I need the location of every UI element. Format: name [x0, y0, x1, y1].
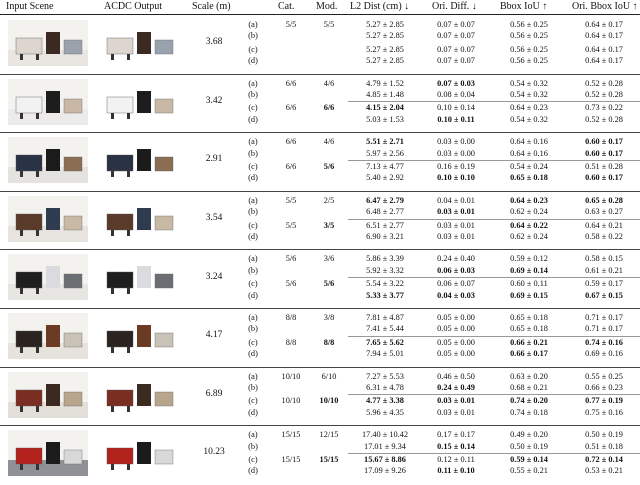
model-count: 12/15: [319, 430, 339, 440]
subgroup-divider: [348, 101, 640, 102]
table-row: [238, 337, 640, 348]
ori-diff-value: 0.17 ± 0.17: [437, 430, 475, 440]
ori-bbox-iou-value: 0.53 ± 0.21: [585, 466, 623, 476]
acdc-output-render: [99, 20, 179, 66]
row-label: (d): [248, 466, 258, 476]
bbox-iou-value: 0.54 ± 0.24: [510, 161, 548, 171]
category-count: 6/6: [285, 137, 297, 147]
table-row: [238, 441, 640, 452]
bbox-iou-value: 0.64 ± 0.23: [510, 103, 548, 113]
ori-bbox-iou-value: 0.65 ± 0.28: [585, 195, 623, 205]
category-count: 8/8: [285, 313, 297, 322]
ori-diff-value: 0.04 ± 0.01: [437, 195, 475, 205]
l2-dist-value: 5.97 ± 2.56: [366, 148, 404, 158]
header-input-scene: Input Scene: [6, 1, 54, 12]
table-row: [238, 89, 640, 100]
ori-diff-value: 0.24 ± 0.40: [437, 254, 475, 264]
l2-dist-value: 5.40 ± 2.92: [366, 173, 404, 183]
table-row-group: [0, 367, 640, 426]
category-count: 5/5: [285, 20, 297, 29]
table-row: [238, 323, 640, 334]
subgroup-divider: [348, 336, 640, 337]
row-label: (d): [248, 231, 258, 241]
category-count: 15/15: [281, 430, 301, 440]
l2-dist-value: 5.33 ± 3.77: [366, 290, 404, 300]
bbox-iou-value: 0.65 ± 0.18: [510, 313, 548, 322]
table-row: [238, 382, 640, 393]
ori-diff-value: 0.03 ± 0.01: [437, 207, 475, 217]
table-row-group: [0, 132, 640, 191]
ori-diff-value: 0.08 ± 0.04: [437, 89, 475, 99]
ori-diff-value: 0.03 ± 0.01: [437, 396, 475, 406]
row-label: (c): [248, 337, 258, 347]
ori-bbox-iou-value: 0.58 ± 0.22: [585, 231, 623, 241]
category-count: 6/6: [285, 103, 297, 113]
table-row: [238, 290, 640, 301]
row-label: (b): [248, 207, 258, 217]
l2-dist-value: 6.31 ± 4.78: [366, 382, 404, 392]
l2-dist-value: 17.40 ± 10.42: [361, 430, 409, 440]
bbox-iou-value: 0.66 ± 0.17: [510, 349, 548, 359]
ori-diff-value: 0.05 ± 0.00: [437, 337, 475, 347]
category-count: 5/5: [285, 220, 297, 230]
row-label: (b): [248, 441, 258, 451]
bbox-iou-value: 0.74 ± 0.18: [510, 407, 548, 417]
ori-bbox-iou-value: 0.52 ± 0.28: [585, 114, 623, 124]
input-scene-image: [8, 196, 88, 242]
table-row: [238, 55, 640, 66]
l2-dist-value: 4.77 ± 3.38: [366, 396, 404, 406]
l2-dist-value: 5.03 ± 1.53: [366, 114, 404, 124]
acdc-output-image: [99, 196, 179, 242]
group-divider: [0, 132, 640, 133]
input-scene-render: [8, 430, 88, 476]
table-row: [238, 348, 640, 359]
ori-diff-value: 0.24 ± 0.49: [437, 382, 475, 392]
bbox-iou-value: 0.55 ± 0.21: [510, 466, 548, 476]
ori-bbox-iou-value: 0.51 ± 0.18: [585, 441, 623, 451]
table-row-group: [0, 249, 640, 308]
bbox-iou-value: 0.69 ± 0.14: [510, 265, 548, 275]
ori-diff-value: 0.07 ± 0.07: [437, 44, 475, 54]
input-scene-render: [8, 196, 88, 242]
scale-value: 6.89: [205, 388, 223, 399]
table-row: [238, 102, 640, 113]
ori-bbox-iou-value: 0.69 ± 0.16: [585, 349, 623, 359]
bbox-iou-value: 0.56 ± 0.25: [510, 56, 548, 66]
row-label: (c): [248, 279, 258, 289]
acdc-output-render: [99, 196, 179, 242]
subgroup-divider: [348, 453, 640, 454]
ori-bbox-iou-value: 0.59 ± 0.17: [585, 279, 623, 289]
scale-value: 3.42: [205, 95, 223, 106]
ori-bbox-iou-value: 0.67 ± 0.15: [585, 290, 623, 300]
subgroup-divider: [348, 277, 640, 278]
row-label: (a): [248, 254, 258, 264]
row-label: (a): [248, 78, 258, 88]
header-l2: L2 Dist (cm) ↓: [350, 1, 410, 12]
model-count: 5/5: [323, 20, 335, 29]
ori-bbox-iou-value: 0.51 ± 0.28: [585, 161, 623, 171]
l2-dist-value: 4.15 ± 2.04: [366, 103, 404, 113]
table-row: [238, 172, 640, 183]
bbox-iou-value: 0.64 ± 0.23: [510, 195, 548, 205]
ori-diff-value: 0.03 ± 0.01: [437, 220, 475, 230]
l2-dist-value: 7.81 ± 4.87: [366, 313, 404, 322]
input-scene-render: [8, 137, 88, 183]
row-label: (a): [248, 371, 258, 381]
row-label: (a): [248, 137, 258, 147]
ori-bbox-iou-value: 0.55 ± 0.25: [585, 371, 623, 381]
table-row-group: [0, 15, 640, 74]
model-count: 3/5: [323, 220, 335, 230]
input-scene-image: [8, 430, 88, 476]
l2-dist-value: 5.96 ± 4.35: [366, 407, 404, 417]
table-row-group: [0, 425, 640, 484]
bbox-iou-value: 0.49 ± 0.20: [510, 430, 548, 440]
table-row: [238, 148, 640, 159]
row-label: (c): [248, 454, 258, 464]
category-count: 10/10: [281, 396, 301, 406]
table-row: [238, 407, 640, 418]
scale-value: 4.17: [205, 330, 223, 341]
group-divider: [0, 367, 640, 368]
table-row: [238, 395, 640, 406]
table-row: [238, 161, 640, 172]
group-divider: [0, 249, 640, 250]
ori-bbox-iou-value: 0.74 ± 0.16: [585, 337, 623, 347]
input-scene-render: [8, 20, 88, 66]
table-row-group: [0, 191, 640, 250]
table-row: [238, 278, 640, 289]
acdc-output-image: [99, 137, 179, 183]
ori-bbox-iou-value: 0.58 ± 0.15: [585, 254, 623, 264]
ori-diff-value: 0.11 ± 0.10: [437, 466, 475, 476]
header-ori: Ori. Diff. ↓: [432, 1, 477, 12]
l2-dist-value: 6.51 ± 2.77: [366, 220, 404, 230]
l2-dist-value: 17.01 ± 9.34: [364, 441, 406, 451]
category-count: 10/10: [281, 371, 301, 381]
row-label: (b): [248, 265, 258, 275]
acdc-output-render: [99, 372, 179, 418]
table-row: [238, 231, 640, 242]
l2-dist-value: 5.92 ± 3.32: [366, 265, 404, 275]
row-label: (d): [248, 114, 258, 124]
input-scene-render: [8, 254, 88, 300]
category-count: 5/6: [285, 254, 297, 264]
acdc-output-image: [99, 430, 179, 476]
ori-diff-value: 0.07 ± 0.07: [437, 20, 475, 29]
input-scene-image: [8, 254, 88, 300]
scale-value: 10.23: [203, 447, 225, 458]
ori-diff-value: 0.03 ± 0.00: [437, 148, 475, 158]
ori-diff-value: 0.03 ± 0.01: [437, 231, 475, 241]
l2-dist-value: 5.27 ± 2.85: [366, 44, 404, 54]
row-label: (b): [248, 31, 258, 41]
bbox-iou-value: 0.59 ± 0.12: [510, 254, 548, 264]
ori-bbox-iou-value: 0.52 ± 0.28: [585, 78, 623, 88]
row-label: (d): [248, 407, 258, 417]
bbox-iou-value: 0.50 ± 0.19: [510, 441, 548, 451]
table-row: [238, 136, 640, 147]
l2-dist-value: 7.13 ± 4.77: [366, 161, 404, 171]
header-acdc-output: ACDC Output: [104, 1, 163, 12]
row-label: (d): [248, 290, 258, 300]
bbox-iou-value: 0.63 ± 0.20: [510, 371, 548, 381]
category-count: 8/8: [285, 337, 297, 347]
row-label: (b): [248, 148, 258, 158]
row-label: (c): [248, 220, 258, 230]
bbox-iou-value: 0.54 ± 0.32: [510, 114, 548, 124]
row-label: (d): [248, 173, 258, 183]
l2-dist-value: 7.94 ± 5.01: [366, 349, 404, 359]
table-row: [238, 206, 640, 217]
l2-dist-value: 6.48 ± 2.77: [366, 207, 404, 217]
l2-dist-value: 7.27 ± 5.53: [366, 371, 404, 381]
bbox-iou-value: 0.62 ± 0.24: [510, 207, 548, 217]
subgroup-divider: [348, 394, 640, 395]
row-label: (c): [248, 161, 258, 171]
ori-bbox-iou-value: 0.77 ± 0.19: [585, 396, 623, 406]
ori-diff-value: 0.04 ± 0.03: [437, 290, 475, 300]
header-mod: Mod.: [316, 1, 338, 12]
table-row: [238, 19, 640, 30]
input-scene-image: [8, 372, 88, 418]
acdc-output-image: [99, 20, 179, 66]
row-label: (a): [248, 195, 258, 205]
table-row: [238, 114, 640, 125]
input-scene-render: [8, 79, 88, 125]
model-count: 4/6: [323, 137, 335, 147]
input-scene-image: [8, 313, 88, 359]
ori-bbox-iou-value: 0.66 ± 0.23: [585, 382, 623, 392]
bbox-iou-value: 0.59 ± 0.14: [510, 454, 548, 464]
header-bbox: Bbox IoU ↑: [500, 1, 548, 12]
l2-dist-value: 5.54 ± 3.22: [366, 279, 404, 289]
bbox-iou-value: 0.74 ± 0.20: [510, 396, 548, 406]
category-count: 6/6: [285, 161, 297, 171]
scale-value: 3.54: [205, 213, 223, 224]
model-count: 5/6: [323, 279, 335, 289]
ori-diff-value: 0.03 ± 0.01: [437, 407, 475, 417]
scale-value: 3.68: [205, 37, 223, 48]
category-count: 6/6: [285, 78, 297, 88]
ori-bbox-iou-value: 0.63 ± 0.27: [585, 207, 623, 217]
row-label: (c): [248, 396, 258, 406]
category-count: 5/5: [285, 195, 297, 205]
table-header: [0, 0, 640, 15]
row-label: (b): [248, 89, 258, 99]
ori-diff-value: 0.03 ± 0.00: [437, 137, 475, 147]
input-scene-render: [8, 313, 88, 359]
ori-bbox-iou-value: 0.52 ± 0.28: [585, 89, 623, 99]
acdc-output-image: [99, 254, 179, 300]
model-count: 4/6: [323, 78, 335, 88]
bbox-iou-value: 0.60 ± 0.11: [510, 279, 548, 289]
group-divider: [0, 191, 640, 192]
ori-diff-value: 0.12 ± 0.11: [437, 454, 475, 464]
model-count: 15/15: [319, 454, 339, 464]
table-row: [238, 220, 640, 231]
table-row-group: [0, 308, 640, 367]
l2-dist-value: 4.85 ± 1.48: [366, 89, 404, 99]
table-row: [238, 195, 640, 206]
model-count: 6/6: [323, 103, 335, 113]
l2-dist-value: 7.41 ± 5.44: [366, 324, 404, 334]
model-count: 2/5: [323, 195, 335, 205]
model-count: 3/6: [323, 254, 335, 264]
l2-dist-value: 4.79 ± 1.52: [366, 78, 404, 88]
ori-diff-value: 0.06 ± 0.03: [437, 265, 475, 275]
ori-bbox-iou-value: 0.64 ± 0.21: [585, 220, 623, 230]
model-count: 3/8: [323, 313, 335, 322]
ori-diff-value: 0.07 ± 0.07: [437, 56, 475, 66]
ori-bbox-iou-value: 0.64 ± 0.17: [585, 20, 623, 29]
header-scale: Scale (m): [192, 1, 231, 12]
group-divider: [0, 425, 640, 426]
table-row-group: [0, 74, 640, 133]
ori-diff-value: 0.10 ± 0.11: [437, 114, 475, 124]
group-divider: [0, 308, 640, 309]
input-scene-render: [8, 372, 88, 418]
header-obb: Ori. Bbox IoU ↑: [572, 1, 638, 12]
ori-bbox-iou-value: 0.71 ± 0.17: [585, 313, 623, 322]
acdc-output-image: [99, 313, 179, 359]
l2-dist-value: 6.47 ± 2.79: [366, 195, 404, 205]
bbox-iou-value: 0.62 ± 0.24: [510, 231, 548, 241]
bbox-iou-value: 0.69 ± 0.15: [510, 290, 548, 300]
bbox-iou-value: 0.54 ± 0.32: [510, 89, 548, 99]
subgroup-divider: [348, 160, 640, 161]
category-count: 15/15: [281, 454, 301, 464]
bbox-iou-value: 0.64 ± 0.22: [510, 220, 548, 230]
l2-dist-value: 5.27 ± 2.85: [366, 31, 404, 41]
row-label: (c): [248, 44, 258, 54]
ori-diff-value: 0.16 ± 0.19: [437, 161, 475, 171]
table-row: [238, 312, 640, 323]
bbox-iou-value: 0.65 ± 0.18: [510, 324, 548, 334]
acdc-output-render: [99, 313, 179, 359]
l2-dist-value: 17.09 ± 9.26: [364, 466, 406, 476]
input-scene-image: [8, 137, 88, 183]
bbox-iou-value: 0.56 ± 0.25: [510, 20, 548, 29]
acdc-output-render: [99, 430, 179, 476]
ori-bbox-iou-value: 0.64 ± 0.17: [585, 56, 623, 66]
row-label: (a): [248, 20, 258, 29]
ori-bbox-iou-value: 0.75 ± 0.16: [585, 407, 623, 417]
table-row: [238, 371, 640, 382]
model-count: 8/8: [323, 337, 335, 347]
bbox-iou-value: 0.64 ± 0.16: [510, 137, 548, 147]
table-row: [238, 465, 640, 476]
row-label: (b): [248, 382, 258, 392]
bbox-iou-value: 0.65 ± 0.18: [510, 173, 548, 183]
ori-diff-value: 0.15 ± 0.14: [437, 441, 475, 451]
bbox-iou-value: 0.66 ± 0.21: [510, 337, 548, 347]
ori-bbox-iou-value: 0.60 ± 0.17: [585, 173, 623, 183]
ori-diff-value: 0.46 ± 0.50: [437, 371, 475, 381]
ori-bbox-iou-value: 0.64 ± 0.17: [585, 31, 623, 41]
subgroup-divider: [348, 219, 640, 220]
l2-dist-value: 5.51 ± 2.71: [366, 137, 404, 147]
ori-diff-value: 0.06 ± 0.07: [437, 279, 475, 289]
ori-diff-value: 0.05 ± 0.00: [437, 324, 475, 334]
model-count: 10/10: [319, 396, 339, 406]
bbox-iou-value: 0.64 ± 0.16: [510, 148, 548, 158]
row-label: (a): [248, 313, 258, 322]
ori-diff-value: 0.07 ± 0.03: [437, 78, 475, 88]
acdc-output-image: [99, 79, 179, 125]
row-label: (a): [248, 430, 258, 440]
bbox-iou-value: 0.68 ± 0.21: [510, 382, 548, 392]
bbox-iou-value: 0.54 ± 0.32: [510, 78, 548, 88]
bbox-iou-value: 0.56 ± 0.25: [510, 31, 548, 41]
table-row: [238, 78, 640, 89]
l2-dist-value: 7.65 ± 5.62: [366, 337, 404, 347]
l2-dist-value: 15.67 ± 8.86: [364, 454, 406, 464]
acdc-output-render: [99, 254, 179, 300]
table-row: [238, 30, 640, 41]
group-divider: [0, 74, 640, 75]
scale-value: 2.91: [205, 154, 223, 165]
table-row: [238, 44, 640, 55]
ori-bbox-iou-value: 0.71 ± 0.17: [585, 324, 623, 334]
table-row: [238, 429, 640, 440]
row-label: (d): [248, 56, 258, 66]
ori-bbox-iou-value: 0.50 ± 0.19: [585, 430, 623, 440]
table-row: [238, 253, 640, 264]
model-count: 6/10: [321, 371, 337, 381]
ori-bbox-iou-value: 0.64 ± 0.17: [585, 44, 623, 54]
ori-bbox-iou-value: 0.73 ± 0.22: [585, 103, 623, 113]
row-label: (d): [248, 349, 258, 359]
model-count: 5/6: [323, 161, 335, 171]
bbox-iou-value: 0.56 ± 0.25: [510, 44, 548, 54]
table-row: [238, 265, 640, 276]
scale-value: 3.24: [205, 271, 223, 282]
ori-bbox-iou-value: 0.61 ± 0.21: [585, 265, 623, 275]
l2-dist-value: 5.86 ± 3.39: [366, 254, 404, 264]
ori-bbox-iou-value: 0.72 ± 0.14: [585, 454, 623, 464]
ori-diff-value: 0.05 ± 0.00: [437, 313, 475, 322]
ori-diff-value: 0.07 ± 0.07: [437, 31, 475, 41]
acdc-output-render: [99, 79, 179, 125]
input-scene-image: [8, 79, 88, 125]
ori-bbox-iou-value: 0.60 ± 0.17: [585, 148, 623, 158]
row-label: (c): [248, 103, 258, 113]
input-scene-image: [8, 20, 88, 66]
l2-dist-value: 5.27 ± 2.85: [366, 56, 404, 66]
l2-dist-value: 5.27 ± 2.85: [366, 20, 404, 29]
ori-diff-value: 0.10 ± 0.14: [437, 103, 475, 113]
l2-dist-value: 6.90 ± 3.21: [366, 231, 404, 241]
ori-diff-value: 0.10 ± 0.10: [437, 173, 475, 183]
ori-diff-value: 0.05 ± 0.00: [437, 349, 475, 359]
category-count: 5/6: [285, 279, 297, 289]
acdc-output-image: [99, 372, 179, 418]
header-cat: Cat.: [278, 1, 295, 12]
acdc-output-render: [99, 137, 179, 183]
table-row: [238, 454, 640, 465]
ori-bbox-iou-value: 0.60 ± 0.17: [585, 137, 623, 147]
row-label: (b): [248, 324, 258, 334]
